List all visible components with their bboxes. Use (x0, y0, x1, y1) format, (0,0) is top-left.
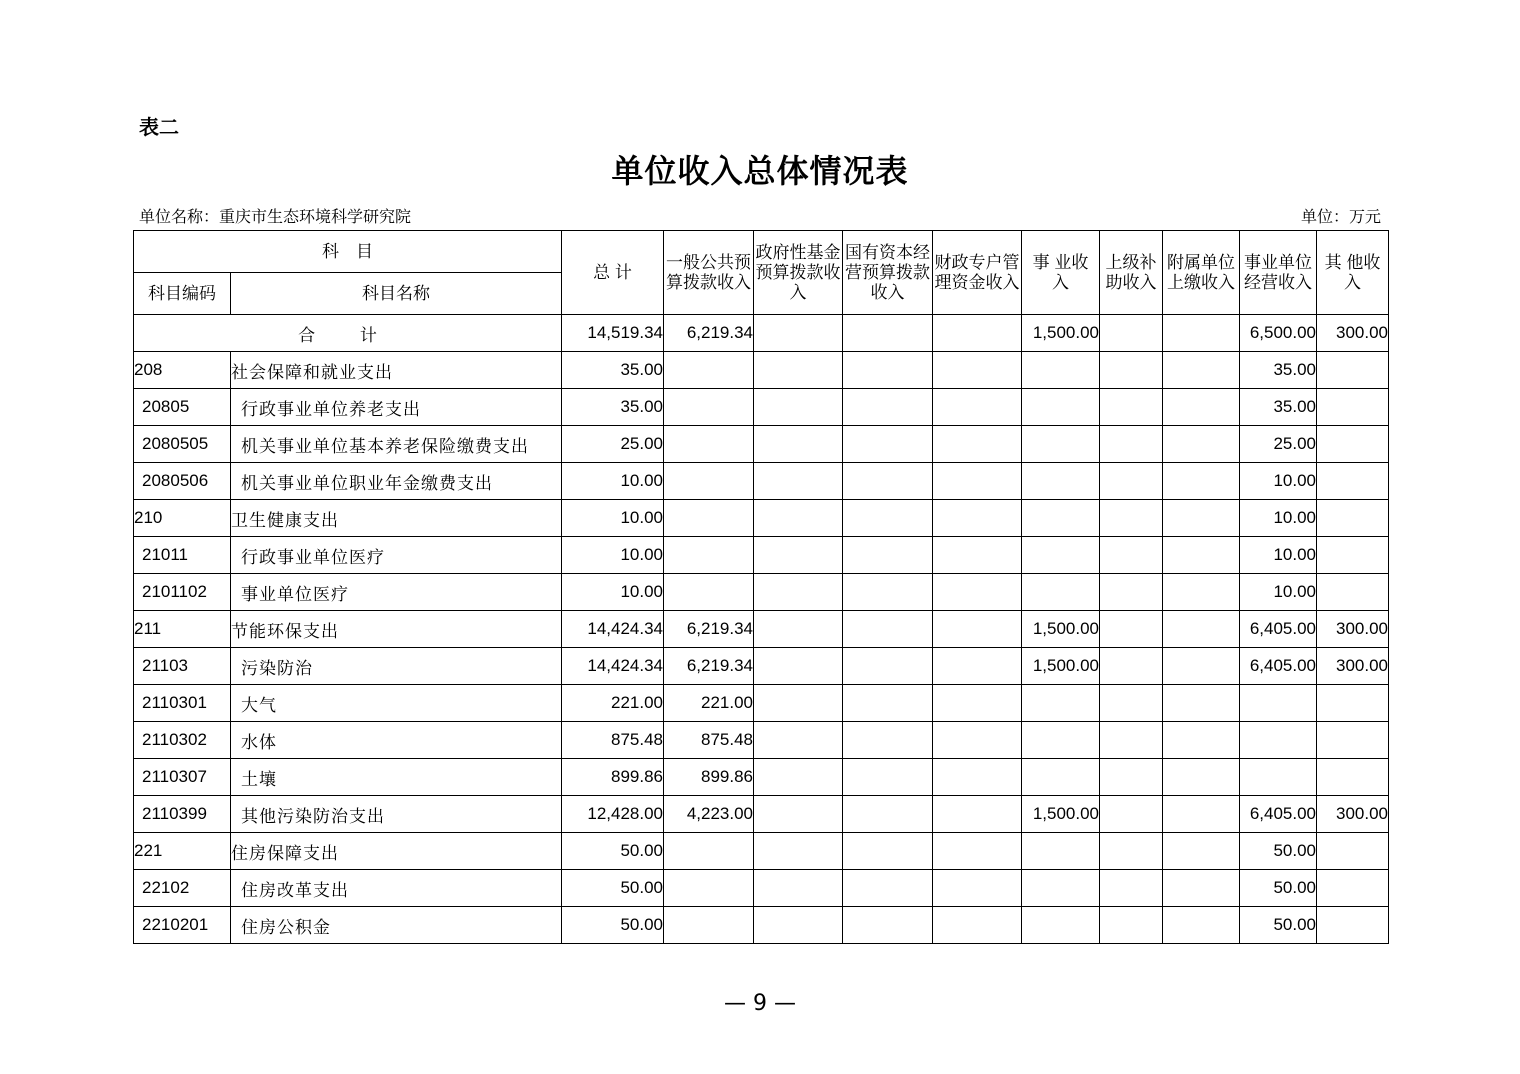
amount-cell (754, 722, 843, 759)
amount-cell (664, 537, 754, 574)
amount-cell: 50.00 (1240, 870, 1317, 907)
subject-name: 水体 (231, 722, 562, 759)
amount-cell (1022, 574, 1100, 611)
amount-cell: 10.00 (1240, 500, 1317, 537)
amount-cell (664, 352, 754, 389)
amount-cell (843, 722, 933, 759)
header-col: 其 他收 入 (1317, 231, 1389, 315)
table-row (134, 870, 1389, 907)
amount-cell (664, 463, 754, 500)
amount-cell (843, 796, 933, 833)
currency-unit: 单位：万元 (1300, 207, 1381, 226)
amount-cell: 10.00 (562, 463, 664, 500)
header-col: 总 计 (562, 231, 664, 315)
amount-cell (933, 426, 1022, 463)
subject-name: 机关事业单位职业年金缴费支出 (231, 463, 562, 500)
amount-cell (843, 500, 933, 537)
amount-cell (1163, 611, 1240, 648)
amount-cell (1163, 833, 1240, 870)
subject-code: 21103 (134, 648, 231, 685)
amount-cell (1100, 796, 1163, 833)
table-row (134, 685, 1389, 722)
amount-cell (843, 611, 933, 648)
amount-cell (1240, 759, 1317, 796)
subject-code: 221 (134, 833, 231, 870)
subject-name: 机关事业单位基本养老保险缴费支出 (231, 426, 562, 463)
table-row (134, 463, 1389, 500)
amount-cell: 10.00 (1240, 463, 1317, 500)
amount-cell (664, 426, 754, 463)
header-subject: 科 目 (134, 231, 562, 273)
total-cell: 1,500.00 (1022, 315, 1100, 352)
amount-cell (933, 648, 1022, 685)
amount-cell (1022, 833, 1100, 870)
amount-cell (754, 759, 843, 796)
amount-cell (1317, 500, 1389, 537)
amount-cell (1317, 389, 1389, 426)
amount-cell (754, 352, 843, 389)
amount-cell (1022, 463, 1100, 500)
amount-cell (933, 685, 1022, 722)
amount-cell (1163, 463, 1240, 500)
total-cell (1100, 315, 1163, 352)
amount-cell (843, 648, 933, 685)
subject-name: 住房改革支出 (231, 870, 562, 907)
total-cell: 300.00 (1317, 315, 1389, 352)
amount-cell (1100, 426, 1163, 463)
amount-cell (933, 611, 1022, 648)
document-title: 单位收入总体情况表 (611, 152, 909, 190)
amount-cell (664, 833, 754, 870)
table-row (134, 500, 1389, 537)
amount-cell: 50.00 (562, 870, 664, 907)
amount-cell (1163, 759, 1240, 796)
amount-cell: 899.86 (562, 759, 664, 796)
subject-code: 22102 (134, 870, 231, 907)
amount-cell: 35.00 (1240, 389, 1317, 426)
amount-cell (1100, 833, 1163, 870)
page-number: — 9 — (724, 991, 796, 1016)
amount-cell: 50.00 (562, 907, 664, 944)
amount-cell: 50.00 (1240, 833, 1317, 870)
amount-cell (1100, 648, 1163, 685)
amount-cell: 300.00 (1317, 611, 1389, 648)
total-label: 合 计 (134, 315, 562, 352)
amount-cell (754, 500, 843, 537)
amount-cell (1100, 574, 1163, 611)
subject-code: 2110302 (134, 722, 231, 759)
amount-cell (1022, 907, 1100, 944)
header-col: 事 业收 入 (1022, 231, 1100, 315)
table-row (134, 574, 1389, 611)
amount-cell (843, 907, 933, 944)
amount-cell (754, 537, 843, 574)
total-cell: 14,519.34 (562, 315, 664, 352)
total-cell (933, 315, 1022, 352)
amount-cell (1317, 426, 1389, 463)
amount-cell: 4,223.00 (664, 796, 754, 833)
amount-cell (843, 870, 933, 907)
subject-name: 社会保障和就业支出 (231, 352, 562, 389)
amount-cell (843, 352, 933, 389)
amount-cell: 35.00 (1240, 352, 1317, 389)
amount-cell (1100, 352, 1163, 389)
amount-cell (754, 907, 843, 944)
amount-cell (754, 426, 843, 463)
subject-code: 21011 (134, 537, 231, 574)
amount-cell (933, 722, 1022, 759)
amount-cell (1100, 389, 1163, 426)
subject-name: 住房公积金 (231, 907, 562, 944)
amount-cell (1022, 500, 1100, 537)
subject-name: 事业单位医疗 (231, 574, 562, 611)
amount-cell: 10.00 (1240, 537, 1317, 574)
amount-cell: 221.00 (562, 685, 664, 722)
amount-cell (933, 389, 1022, 426)
amount-cell (664, 870, 754, 907)
amount-cell (1317, 833, 1389, 870)
subject-name: 节能环保支出 (231, 611, 562, 648)
header-col: 政府性基金预算拨款收入 (754, 231, 843, 315)
subject-code: 2110301 (134, 685, 231, 722)
income-table (133, 230, 1389, 944)
amount-cell (1022, 389, 1100, 426)
amount-cell: 6,405.00 (1240, 796, 1317, 833)
amount-cell: 875.48 (664, 722, 754, 759)
amount-cell (1163, 722, 1240, 759)
table-row (134, 759, 1389, 796)
subject-name: 大气 (231, 685, 562, 722)
amount-cell (1022, 870, 1100, 907)
amount-cell (1022, 352, 1100, 389)
amount-cell (1317, 907, 1389, 944)
amount-cell (843, 389, 933, 426)
table-body (134, 315, 1389, 944)
amount-cell (933, 796, 1022, 833)
amount-cell (933, 574, 1022, 611)
amount-cell (1317, 759, 1389, 796)
total-cell (1163, 315, 1240, 352)
unit-name: 单位名称：重庆市生态环境科学研究院 (139, 207, 412, 226)
table-row (134, 352, 1389, 389)
total-cell: 6,219.34 (664, 315, 754, 352)
amount-cell (1317, 685, 1389, 722)
amount-cell: 300.00 (1317, 796, 1389, 833)
subject-code: 2110307 (134, 759, 231, 796)
amount-cell (1317, 574, 1389, 611)
amount-cell (933, 537, 1022, 574)
amount-cell: 25.00 (562, 426, 664, 463)
amount-cell (754, 463, 843, 500)
table-row (134, 907, 1389, 944)
amount-cell (1317, 870, 1389, 907)
header-col: 上级补助收入 (1100, 231, 1163, 315)
amount-cell (1022, 722, 1100, 759)
amount-cell: 14,424.34 (562, 648, 664, 685)
amount-cell: 25.00 (1240, 426, 1317, 463)
amount-cell: 1,500.00 (1022, 796, 1100, 833)
header-col: 财政专户管理资金收入 (933, 231, 1022, 315)
amount-cell (1317, 352, 1389, 389)
amount-cell (664, 389, 754, 426)
amount-cell (843, 463, 933, 500)
subject-name: 行政事业单位医疗 (231, 537, 562, 574)
amount-cell (1163, 796, 1240, 833)
amount-cell (1022, 685, 1100, 722)
amount-cell (754, 796, 843, 833)
amount-cell: 221.00 (664, 685, 754, 722)
amount-cell (754, 833, 843, 870)
amount-cell: 10.00 (1240, 574, 1317, 611)
table-row (134, 389, 1389, 426)
amount-cell (754, 611, 843, 648)
amount-cell (933, 907, 1022, 944)
subject-code: 2080505 (134, 426, 231, 463)
amount-cell (933, 833, 1022, 870)
amount-cell (1163, 426, 1240, 463)
amount-cell: 1,500.00 (1022, 611, 1100, 648)
amount-cell (754, 648, 843, 685)
subject-name: 污染防治 (231, 648, 562, 685)
total-cell (843, 315, 933, 352)
amount-cell (1022, 426, 1100, 463)
total-cell (754, 315, 843, 352)
amount-cell (1240, 685, 1317, 722)
amount-cell (933, 759, 1022, 796)
amount-cell: 50.00 (1240, 907, 1317, 944)
subject-name: 住房保障支出 (231, 833, 562, 870)
total-cell: 6,500.00 (1240, 315, 1317, 352)
amount-cell (843, 426, 933, 463)
amount-cell (1100, 685, 1163, 722)
amount-cell (1100, 537, 1163, 574)
amount-cell: 14,424.34 (562, 611, 664, 648)
amount-cell: 6,219.34 (664, 648, 754, 685)
amount-cell (1163, 537, 1240, 574)
subject-code: 2101102 (134, 574, 231, 611)
header-col: 一般公共预算拨款收入 (664, 231, 754, 315)
subject-name: 行政事业单位养老支出 (231, 389, 562, 426)
table-row (134, 648, 1389, 685)
subject-name: 其他污染防治支出 (231, 796, 562, 833)
amount-cell (1163, 648, 1240, 685)
amount-cell (1022, 759, 1100, 796)
amount-cell (1100, 907, 1163, 944)
amount-cell (1163, 870, 1240, 907)
amount-cell (843, 574, 933, 611)
amount-cell (1240, 722, 1317, 759)
amount-cell (754, 870, 843, 907)
amount-cell (1100, 722, 1163, 759)
table-header (134, 231, 1389, 315)
amount-cell: 12,428.00 (562, 796, 664, 833)
table-row (134, 426, 1389, 463)
subject-code: 20805 (134, 389, 231, 426)
amount-cell (754, 389, 843, 426)
amount-cell (933, 500, 1022, 537)
amount-cell: 6,219.34 (664, 611, 754, 648)
subject-code: 211 (134, 611, 231, 648)
subject-name: 卫生健康支出 (231, 500, 562, 537)
amount-cell (1163, 500, 1240, 537)
table-row (134, 796, 1389, 833)
amount-cell: 6,405.00 (1240, 611, 1317, 648)
amount-cell: 35.00 (562, 352, 664, 389)
amount-cell (1163, 352, 1240, 389)
subject-name: 土壤 (231, 759, 562, 796)
amount-cell (933, 463, 1022, 500)
amount-cell (843, 759, 933, 796)
amount-cell (843, 685, 933, 722)
amount-cell (664, 500, 754, 537)
header-col: 国有资本经营预算拨款收入 (843, 231, 933, 315)
header-name: 科目名称 (231, 273, 562, 315)
amount-cell (1100, 759, 1163, 796)
header-col: 事业单位经营收入 (1240, 231, 1317, 315)
amount-cell: 875.48 (562, 722, 664, 759)
amount-cell (1317, 537, 1389, 574)
amount-cell: 899.86 (664, 759, 754, 796)
subject-code: 2080506 (134, 463, 231, 500)
amount-cell (754, 685, 843, 722)
table-label: 表二 (139, 115, 179, 139)
amount-cell: 10.00 (562, 574, 664, 611)
amount-cell (843, 537, 933, 574)
total-row (134, 315, 1389, 352)
amount-cell (1163, 685, 1240, 722)
amount-cell (1100, 463, 1163, 500)
header-code: 科目编码 (134, 273, 231, 315)
subject-code: 208 (134, 352, 231, 389)
amount-cell (664, 907, 754, 944)
amount-cell (843, 833, 933, 870)
amount-cell (754, 574, 843, 611)
table-row (134, 722, 1389, 759)
header-col: 附属单位上缴收入 (1163, 231, 1240, 315)
amount-cell: 1,500.00 (1022, 648, 1100, 685)
amount-cell: 300.00 (1317, 648, 1389, 685)
amount-cell: 50.00 (562, 833, 664, 870)
amount-cell: 6,405.00 (1240, 648, 1317, 685)
amount-cell (1317, 722, 1389, 759)
amount-cell: 10.00 (562, 537, 664, 574)
subject-code: 210 (134, 500, 231, 537)
amount-cell (1163, 907, 1240, 944)
amount-cell: 35.00 (562, 389, 664, 426)
amount-cell (1163, 389, 1240, 426)
amount-cell (933, 870, 1022, 907)
table-row (134, 537, 1389, 574)
amount-cell (1317, 463, 1389, 500)
table-row (134, 833, 1389, 870)
amount-cell (933, 352, 1022, 389)
amount-cell (1100, 611, 1163, 648)
amount-cell (1100, 500, 1163, 537)
subject-code: 2210201 (134, 907, 231, 944)
amount-cell (1100, 870, 1163, 907)
subject-code: 2110399 (134, 796, 231, 833)
amount-cell (1163, 574, 1240, 611)
amount-cell (1022, 537, 1100, 574)
amount-cell (664, 574, 754, 611)
amount-cell: 10.00 (562, 500, 664, 537)
table-row (134, 611, 1389, 648)
